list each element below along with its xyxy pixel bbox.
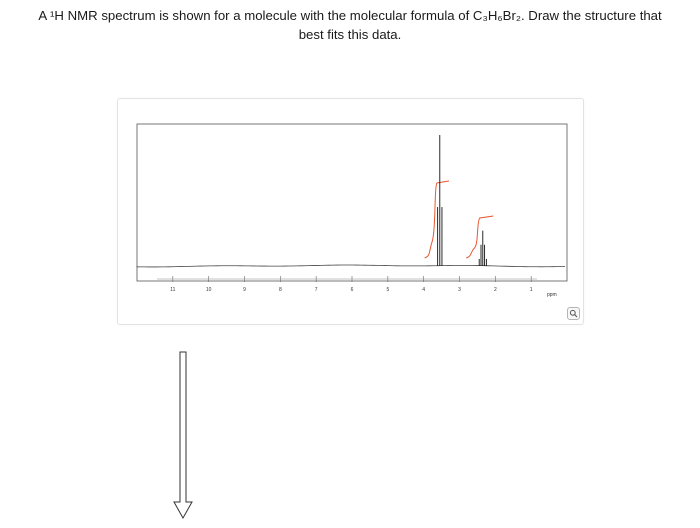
x-tick-label: 7 bbox=[314, 287, 318, 293]
question-text bbox=[10, 6, 690, 44]
x-tick-label: 1 bbox=[529, 287, 533, 293]
x-tick-label: 11 bbox=[170, 287, 176, 293]
x-tick-label: 4 bbox=[422, 287, 426, 293]
x-tick-label: 2 bbox=[493, 287, 497, 293]
x-tick-label: 9 bbox=[243, 287, 246, 293]
x-tick-label: 3 bbox=[458, 287, 461, 293]
question-line-1: A ¹H NMR spectrum is shown for a molecule with the molecular formula of C₃H₆Br₂. Draw the structure that bbox=[38, 8, 662, 23]
x-tick-label: 6 bbox=[350, 287, 354, 293]
magnifier-icon[interactable] bbox=[567, 307, 580, 320]
x-axis-label: ppm bbox=[547, 292, 557, 298]
x-tick-label: 5 bbox=[386, 287, 390, 293]
spectrum-card bbox=[117, 98, 584, 325]
x-tick-label: 8 bbox=[278, 287, 282, 293]
down-arrow-icon bbox=[172, 350, 194, 520]
x-tick-label: 10 bbox=[205, 287, 212, 293]
question-line-2: best fits this data. bbox=[298, 27, 402, 42]
